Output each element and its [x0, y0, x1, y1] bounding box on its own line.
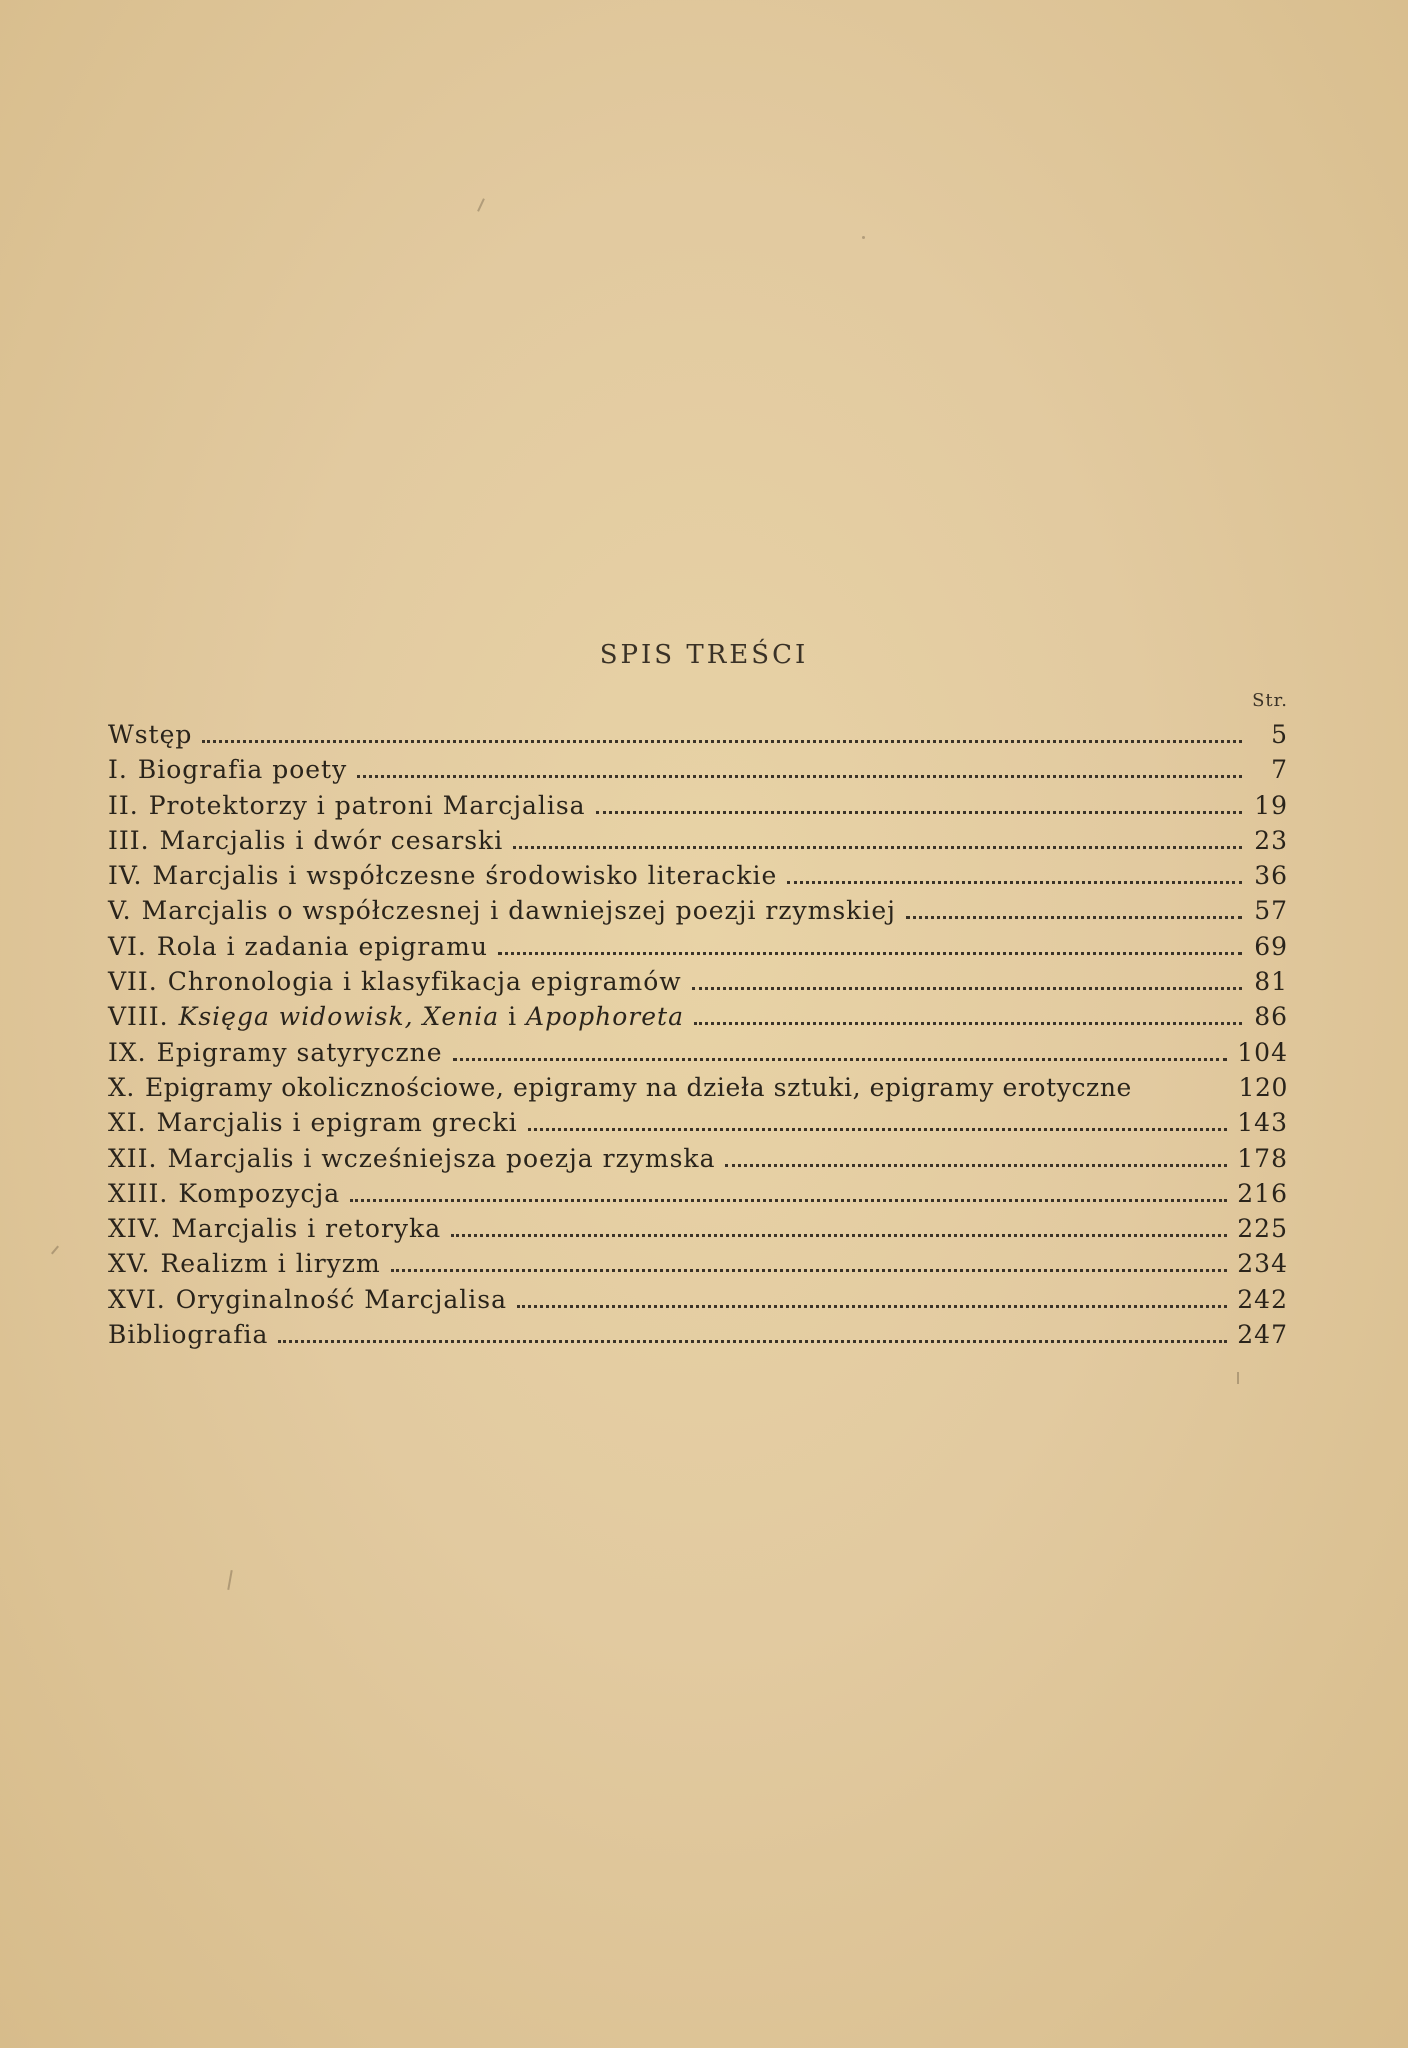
toc-entry-page: 19 — [1254, 790, 1288, 820]
toc-entry — [108, 755, 1288, 790]
dot-leader — [692, 987, 1242, 990]
toc-entry-title: Kompozycja — [178, 1178, 341, 1208]
toc-entry — [108, 1108, 1288, 1143]
dot-leader — [498, 952, 1242, 955]
dot-leader — [694, 1022, 1242, 1025]
toc-entry-title: Marcjalis i współczesne środowisko literackie — [152, 861, 778, 891]
toc-entry-title: Realizm i liryzm — [160, 1249, 381, 1279]
toc-entry-page: 23 — [1254, 825, 1288, 855]
toc-entry-title: Marcjalis o współczesnej i dawniejszej poezji rzymskiej — [141, 896, 896, 926]
toc-entry-title: Marcjalis i epigram grecki — [156, 1108, 518, 1138]
dot-leader — [451, 1234, 1227, 1237]
toc-entry — [108, 896, 1288, 931]
toc-entry — [108, 1144, 1288, 1179]
dot-leader — [906, 916, 1242, 919]
toc-entry-number: VIII. — [108, 1002, 169, 1032]
toc-entry-number: IV. — [108, 861, 143, 891]
toc-entry-title: Biografia poety — [137, 755, 348, 785]
toc-entry-title: Chronologia i klasyfikacja epigramów — [167, 967, 682, 997]
toc-entry-page: 234 — [1237, 1249, 1288, 1279]
paper-speck — [1237, 1372, 1239, 1384]
toc-entry — [108, 1179, 1288, 1214]
dot-leader — [517, 1305, 1227, 1308]
dot-leader — [528, 1128, 1228, 1131]
toc-entry-page: 216 — [1237, 1178, 1288, 1208]
toc-entry-page: 36 — [1254, 861, 1288, 891]
toc-entry-title-italic: Xenia — [422, 1002, 500, 1032]
toc-entry-number: XIV. — [108, 1214, 162, 1244]
toc-entry-title: Bibliografia — [108, 1320, 269, 1350]
toc-entry-number: VI. — [108, 931, 147, 961]
toc-entry — [108, 791, 1288, 826]
toc-entry — [108, 1249, 1288, 1284]
toc-entry-page: 104 — [1237, 1037, 1288, 1067]
dot-leader — [725, 1164, 1227, 1167]
toc-entry-title: Oryginalność Marcjalisa — [175, 1284, 508, 1314]
dot-leader — [596, 811, 1242, 814]
toc-entry-page: 69 — [1254, 931, 1288, 961]
toc-entry-number: III. — [108, 825, 150, 855]
toc-entry-number: IX. — [108, 1037, 147, 1067]
toc-entry-number: XV. — [108, 1249, 151, 1279]
toc-entry — [108, 720, 1288, 755]
toc-entry-number: XI. — [108, 1108, 147, 1138]
paper-speck — [227, 1570, 232, 1590]
dot-leader — [278, 1340, 1227, 1343]
toc-entry-title: Epigramy okolicznościowe, epigramy na dzieła sztuki, epigramy erotyczne — [144, 1072, 1132, 1102]
toc-entry-page: 86 — [1254, 1002, 1288, 1032]
dot-leader — [453, 1058, 1228, 1061]
toc-entry-page: 5 — [1271, 720, 1288, 749]
toc-entry-number: VII. — [108, 967, 158, 997]
toc-entry-page: 81 — [1254, 967, 1288, 997]
toc-entry-title: Rola i zadania epigramu — [156, 931, 488, 961]
toc-entry-title: Marcjalis i dwór cesarski — [159, 825, 504, 855]
table-of-contents — [108, 720, 1288, 1355]
toc-entry — [108, 861, 1288, 896]
toc-entry-number: I. — [108, 755, 128, 785]
toc-entry-number: X. — [108, 1072, 135, 1102]
toc-entry-number: II. — [108, 790, 139, 820]
toc-entry-number: V. — [108, 896, 132, 926]
toc-entry — [108, 826, 1288, 861]
dot-leader — [513, 846, 1242, 849]
toc-entry-number: XIII. — [108, 1178, 169, 1208]
toc-entry-page: 120 — [1238, 1072, 1288, 1102]
toc-entry-number: XII. — [108, 1143, 158, 1173]
toc-entry-title: Marcjalis i wcześniejsza poezja rzymska — [167, 1143, 716, 1173]
toc-entry-page: 7 — [1271, 755, 1288, 785]
dot-leader — [357, 775, 1242, 778]
page-title: SPIS TREŚCI — [599, 640, 809, 670]
toc-entry-title-italic: Apophoreta — [526, 1002, 684, 1032]
dot-leader — [202, 740, 1242, 743]
dot-leader — [391, 1269, 1228, 1272]
toc-entry-page: 143 — [1237, 1108, 1288, 1138]
toc-entry — [108, 1285, 1288, 1320]
toc-entry — [108, 1320, 1288, 1355]
toc-entry-page: 242 — [1237, 1284, 1288, 1314]
toc-entry-title: Marcjalis i retoryka — [171, 1214, 442, 1244]
toc-entry-page: 225 — [1237, 1214, 1288, 1244]
toc-entry-page: 178 — [1237, 1143, 1288, 1173]
toc-entry-page: 57 — [1254, 896, 1288, 926]
toc-entry — [108, 1038, 1288, 1073]
dot-leader — [350, 1199, 1227, 1202]
toc-entry-title: Protektorzy i patroni Marcjalisa — [148, 790, 586, 820]
toc-entry — [108, 967, 1288, 1002]
toc-entry-title: Wstęp — [108, 720, 193, 749]
toc-entry — [108, 1002, 1288, 1037]
toc-entry — [108, 1073, 1288, 1108]
paper-speck — [862, 236, 865, 239]
toc-entry-title-conjunction: i — [508, 1002, 518, 1032]
toc-entry — [108, 932, 1288, 967]
toc-entry — [108, 1214, 1288, 1249]
toc-entry-title: Epigramy satyryczne — [156, 1037, 443, 1067]
page-column-header: Str. — [1252, 690, 1288, 711]
paper-speck — [477, 198, 485, 212]
toc-entry-number: XVI. — [108, 1284, 166, 1314]
toc-entry-page: 247 — [1237, 1320, 1288, 1350]
toc-entry-title-italic: Księga widowisk, — [178, 1002, 414, 1032]
paper-speck — [51, 1246, 59, 1255]
dot-leader — [787, 881, 1242, 884]
toc-entry-title — [179, 1002, 684, 1031]
